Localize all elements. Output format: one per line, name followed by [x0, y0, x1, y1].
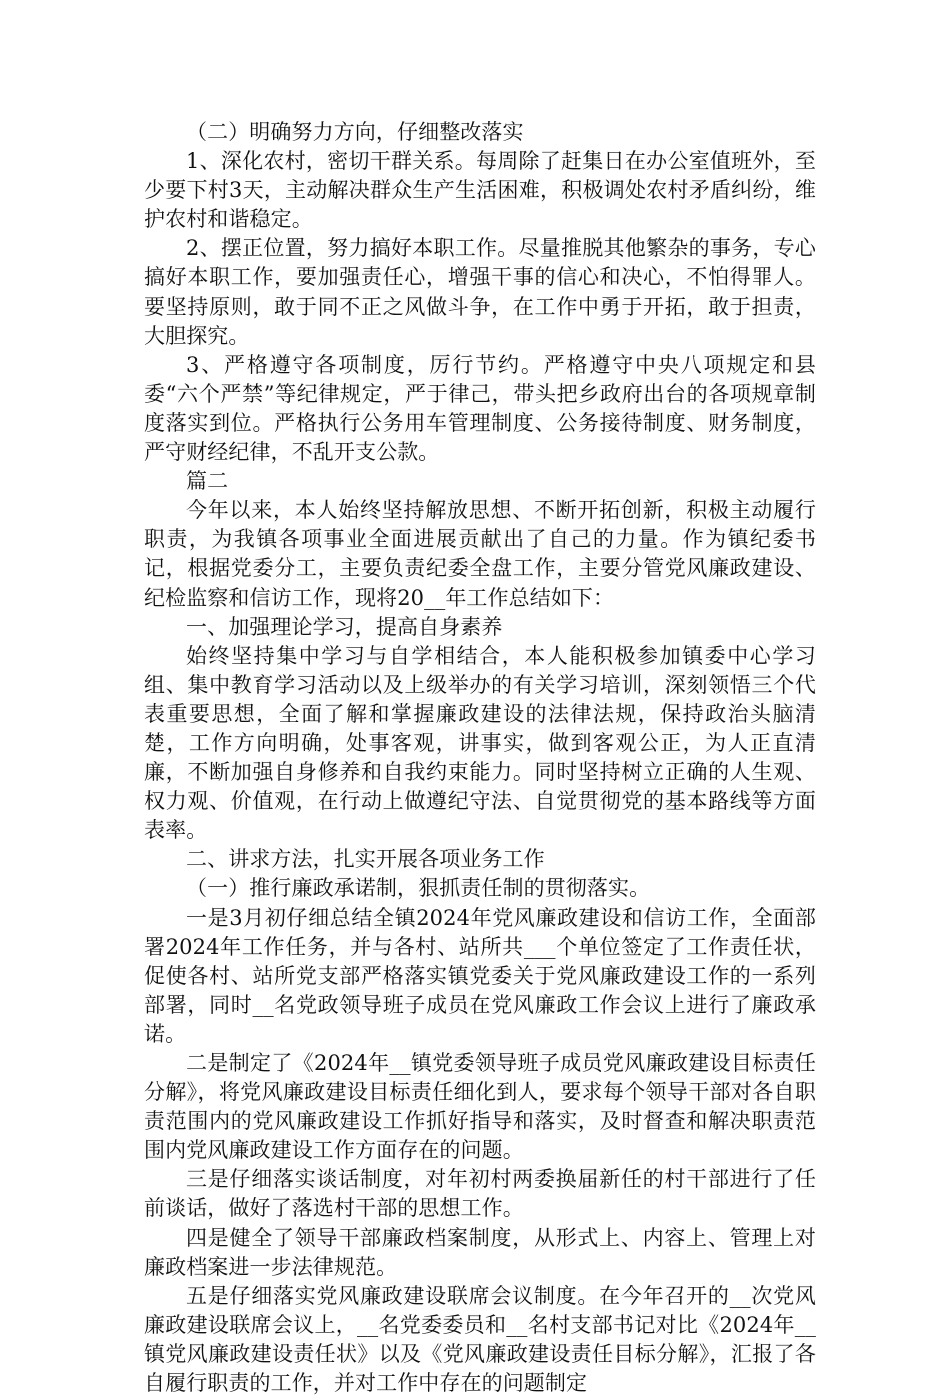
subsection-heading: （一）推行廉政承诺制，狠抓责任制的贯彻落实。	[186, 876, 651, 901]
body-paragraph: 2、摆正位置，努力搞好本职工作。尽量推脱其他繁杂的事务，专心搞好本职工作，要加强责任心，增强干事的信心和决心，不怕得罪人。要坚持原则，敢于同不正之风做斗争，在工作中勇于开拓，敢于担责，大胆探究。	[144, 236, 816, 348]
body-paragraph: 五是仔细落实党风廉政建设联席会议制度。在今年召开的__次党风廉政建设联席会议上，__名党委委员和__名村支部书记对比《2024年__镇党风廉政建设责任状》以及《党风廉政建设责任目标分解》，汇报了各自履行职责的工作，并对工作中存在的问题制定	[144, 1283, 816, 1396]
body-paragraph: 一是3月初仔细总结全镇2024年党风廉政建设和信访工作，全面部署2024年工作任务，并与各村、站所共___个单位签定了工作责任状，促使各村、站所党支部严格落实镇党委关于党风廉政建设工作的一系列部署，同时__名党政领导班子成员在党风廉政工作会议上进行了廉政承诺。	[144, 905, 816, 1046]
section-heading: （二）明确努力方向，仔细整改落实	[186, 120, 524, 144]
body-paragraph: 四是健全了领导干部廉政档案制度，从形式上、内容上、管理上对廉政档案进一步法律规范。	[144, 1225, 816, 1279]
section-heading: 二、讲求方法，扎实开展各项业务工作	[186, 847, 545, 872]
body-paragraph: 三是仔细落实谈话制度，对年初村两委换届新任的村干部进行了任前谈话，做好了落选村干部的思想工作。	[144, 1167, 816, 1221]
body-paragraph: 始终坚持集中学习与自学相结合，本人能积极参加镇委中心学习组、集中教育学习活动以及上级举办的有关学习培训，深刻领悟三个代表重要思想，全面了解和掌握廉政建设的法律法规，保持政治头脑清楚，工作方向明确，处事客观，讲事实，做到客观公正，为人正直清廉，不断加强自身修养和自我约束能力。同时坚持树立正确的人生观、权力观、价值观，在行动上做遵纪守法、自觉贯彻党的基本路线等方面表率。	[144, 643, 816, 843]
body-paragraph: 3、严格遵守各项制度，厉行节约。严格遵守中央八项规定和县委“六个严禁”等纪律规定，严于律己，带头把乡政府出台的各项规章制度落实到位。严格执行公务用车管理制度、公务接待制度、财务制度，严守财经纪律，不乱开支公款。	[144, 352, 816, 465]
section-heading: 一、加强理论学习，提高自身素养	[186, 614, 503, 639]
body-paragraph: 二是制定了《2024年__镇党委领导班子成员党风廉政建设目标责任分解》，将党风廉政建设目标责任细化到人，要求每个领导干部对各自职责范围内的党风廉政建设工作抓好指导和落实，及时督查和解决职责范围内党风廉政建设工作方面存在的问题。	[144, 1051, 816, 1163]
document-body	[144, 118, 816, 1398]
body-paragraph: 1、深化农村，密切干群关系。每周除了赶集日在办公室值班外，至少要下村3天，主动解决群众生产生活困难，积极调处农村矛盾纠纷，维护农村和谐稳定。	[144, 149, 816, 232]
part-heading: 篇二	[186, 469, 229, 494]
body-paragraph: 今年以来，本人始终坚持解放思想、不断开拓创新，积极主动履行职责，为我镇各项事业全面进展贡献出了自己的力量。作为镇纪委书记，根据党委分工，主要负责纪委全盘工作，主要分管党风廉政建设、纪检监察和信访工作，现将20__年工作总结如下：	[144, 498, 816, 610]
